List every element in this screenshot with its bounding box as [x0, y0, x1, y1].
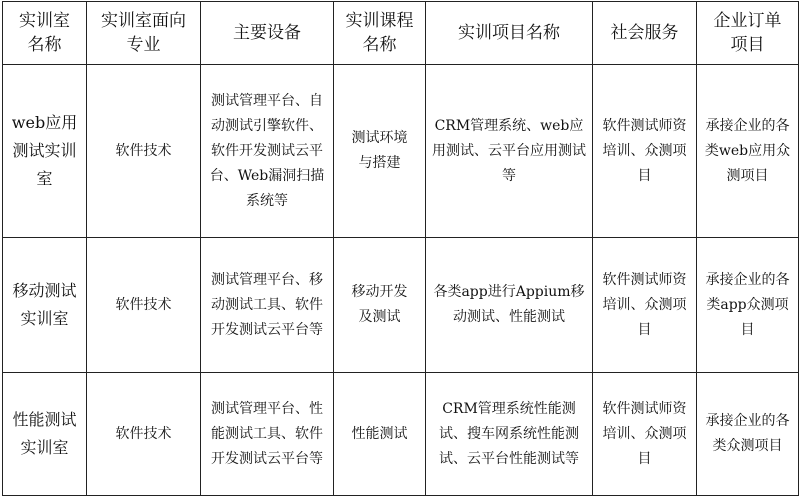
equipment-cell: 测试管理平台、性能测试工具、软件开发测试云平台等	[201, 373, 334, 496]
equipment-cell: 测试管理平台、自动测试引擎软件、软件开发测试云平台、Web漏洞扫描系统等	[201, 65, 334, 238]
course-cell: 性能测试	[334, 373, 426, 496]
header-row	[3, 2, 799, 65]
service-cell: 软件测试师资培训、众测项目	[593, 373, 697, 496]
table-header	[3, 2, 799, 65]
course-cell: 移动开发及测试	[334, 238, 426, 373]
header-major: 实训室面向专业	[87, 2, 201, 65]
order-cell: 承接企业的各类app众测项目	[697, 238, 799, 373]
course-cell: 测试环境与搭建	[334, 65, 426, 238]
service-cell: 软件测试师资培训、众测项目	[593, 65, 697, 238]
header-equipment: 主要设备	[201, 2, 334, 65]
header-lab-name: 实训室名称	[3, 2, 87, 65]
table-row	[3, 373, 799, 496]
table-row	[3, 238, 799, 373]
major-cell: 软件技术	[87, 373, 201, 496]
header-course: 实训课程名称	[334, 2, 426, 65]
order-cell: 承接企业的各类web应用众测项目	[697, 65, 799, 238]
training-room-table	[2, 1, 799, 496]
project-cell: 各类app进行Appium移动测试、性能测试	[426, 238, 593, 373]
major-cell: 软件技术	[87, 238, 201, 373]
lab-name-cell: 性能测试实训室	[3, 373, 87, 496]
order-cell: 承接企业的各类众测项目	[697, 373, 799, 496]
table-row	[3, 65, 799, 238]
project-cell: CRM管理系统、web应用测试、云平台应用测试等	[426, 65, 593, 238]
lab-name-cell: web应用测试实训室	[3, 65, 87, 238]
project-cell: CRM管理系统性能测试、搜车网系统性能测试、云平台性能测试等	[426, 373, 593, 496]
major-cell: 软件技术	[87, 65, 201, 238]
equipment-cell: 测试管理平台、移动测试工具、软件开发测试云平台等	[201, 238, 334, 373]
header-order: 企业订单项目	[697, 2, 799, 65]
header-service: 社会服务	[593, 2, 697, 65]
table-body	[3, 65, 799, 496]
lab-name-cell: 移动测试实训室	[3, 238, 87, 373]
header-project: 实训项目名称	[426, 2, 593, 65]
service-cell: 软件测试师资培训、众测项目	[593, 238, 697, 373]
